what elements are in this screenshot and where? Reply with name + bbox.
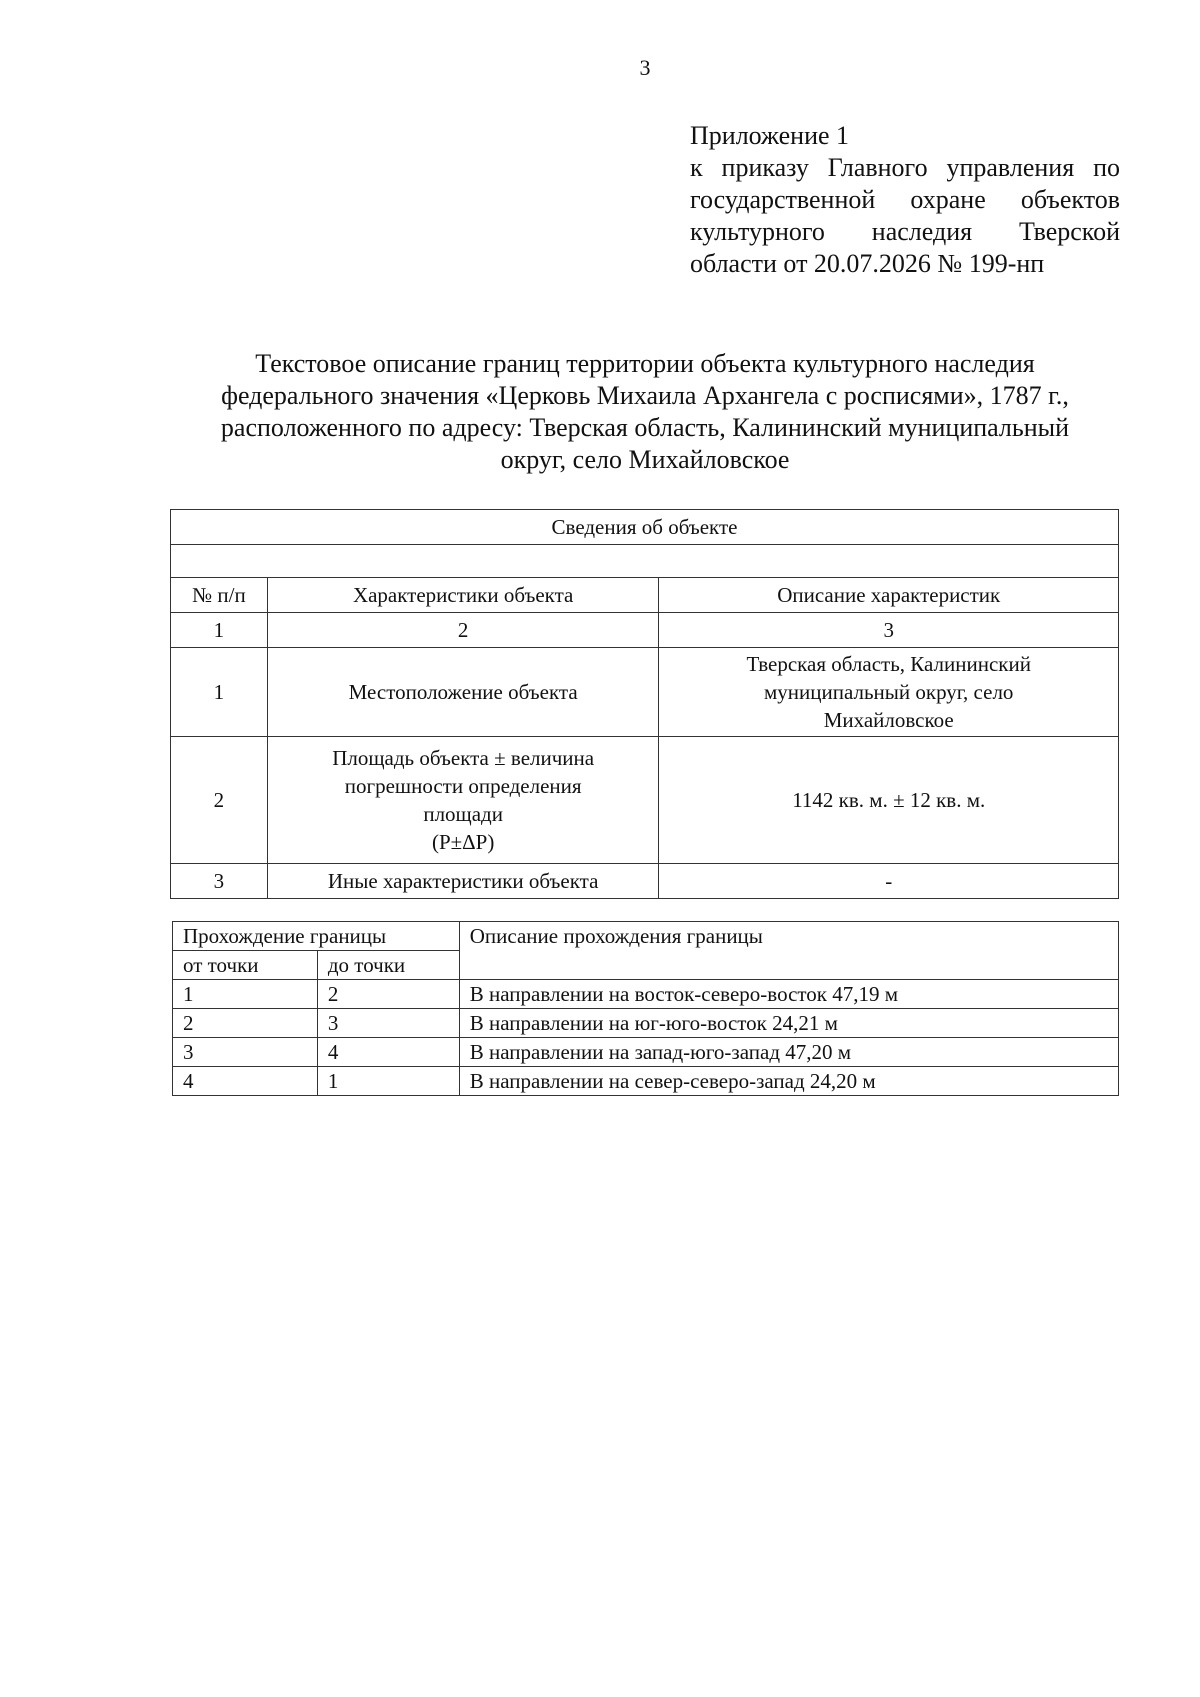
area-formula: (Р±ΔР) — [431, 830, 495, 854]
header-number: № п/п — [171, 578, 268, 613]
row-characteristic — [267, 737, 659, 864]
to-point: 1 — [317, 1067, 459, 1096]
from-point: 2 — [173, 1009, 318, 1038]
table-row — [173, 1038, 1119, 1067]
appendix-line-2: к приказу Главного управления по — [690, 153, 1120, 182]
boundary-description: В направлении на восток-северо-восток 47,19 м — [459, 980, 1118, 1009]
appendix-line-4: культурного наследия Тверской — [690, 217, 1120, 246]
header-boundary-passage: Прохождение границы — [173, 922, 460, 951]
row-description: Тверская область, Калининский муниципальный округ, село Михайловское — [659, 648, 1119, 737]
boundary-description: В направлении на юг-юго-восток 24,21 м — [459, 1009, 1118, 1038]
boundary-table — [172, 921, 1119, 1096]
boundary-description: В направлении на запад-юго-запад 47,20 м — [459, 1038, 1118, 1067]
column-number-3: 3 — [659, 613, 1119, 648]
row-description: - — [659, 864, 1119, 899]
header-from-point: от точки — [173, 951, 318, 980]
title-line-4: округ, село Михайловское — [500, 445, 790, 474]
header-to-point: до точки — [317, 951, 459, 980]
table-caption: Сведения об объекте — [171, 510, 1119, 545]
column-number-2: 2 — [267, 613, 659, 648]
row-characteristic: Местоположение объекта — [267, 648, 659, 737]
object-info-table — [170, 509, 1119, 899]
row-number: 1 — [171, 648, 268, 737]
table-row — [173, 980, 1119, 1009]
from-point: 4 — [173, 1067, 318, 1096]
table-row — [173, 1009, 1119, 1038]
table-row — [171, 648, 1119, 737]
row-number: 2 — [171, 737, 268, 864]
header-characteristic: Характеристики объекта — [267, 578, 659, 613]
header-boundary-description: Описание прохождения границы — [459, 922, 1118, 980]
document-title — [170, 348, 1120, 476]
area-characteristic-text: Площадь объекта ± величина погрешности определения площади — [332, 746, 595, 826]
appendix-line-1: Приложение 1 — [690, 121, 850, 150]
row-characteristic: Иные характеристики объекта — [267, 864, 659, 899]
appendix-block — [690, 120, 1120, 280]
table-blank-row — [171, 545, 1119, 578]
to-point: 4 — [317, 1038, 459, 1067]
from-point: 3 — [173, 1038, 318, 1067]
appendix-line-5: области от 20.07.2026 № 199-нп — [690, 249, 1045, 278]
to-point: 2 — [317, 980, 459, 1009]
column-number-1: 1 — [171, 613, 268, 648]
title-line-1: Текстовое описание границ территории объекта культурного наследия — [255, 349, 1035, 378]
row-description: 1142 кв. м. ± 12 кв. м. — [659, 737, 1119, 864]
table-row — [173, 1067, 1119, 1096]
header-description: Описание характеристик — [659, 578, 1119, 613]
appendix-line-3: государственной охране объектов — [690, 185, 1120, 214]
boundary-description: В направлении на север-северо-запад 24,20 м — [459, 1067, 1118, 1096]
page-number: 3 — [639, 55, 651, 80]
to-point: 3 — [317, 1009, 459, 1038]
table-row — [171, 864, 1119, 899]
table-row — [171, 737, 1119, 864]
row-number: 3 — [171, 864, 268, 899]
title-line-2: федерального значения «Церковь Михаила Архангела с росписями», 1787 г., — [221, 381, 1069, 410]
from-point: 1 — [173, 980, 318, 1009]
title-line-3: расположенного по адресу: Тверская область, Калининский муниципальный — [220, 413, 1070, 442]
